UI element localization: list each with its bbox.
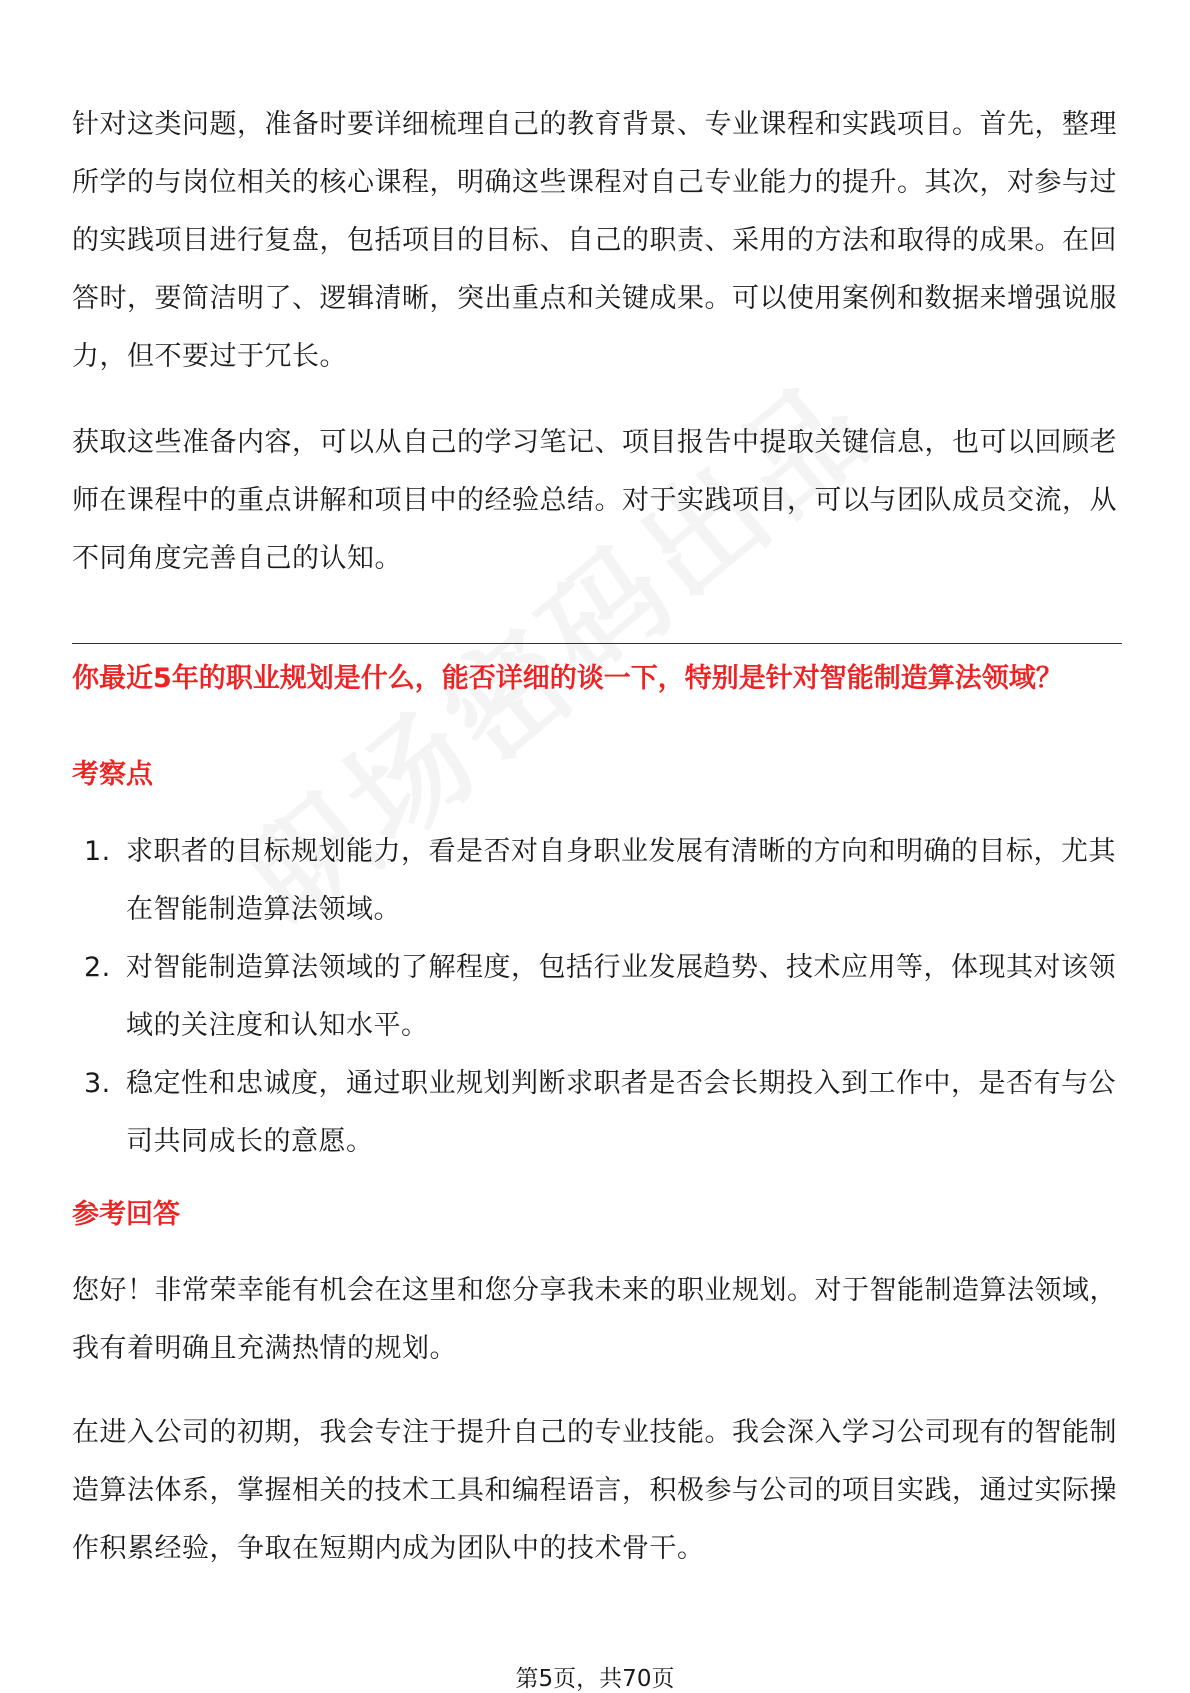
intro-paragraph-2: 获取这些准备内容，可以从自己的学习笔记、项目报告中提取关键信息，也可以回顾老师在课程中的重点讲解和项目中的经验总结。对于实践项目，可以与团队成员交流，从不同角度完善自己的认知。 (72, 427, 1117, 574)
list-item-number: 3. (84, 1068, 111, 1099)
reference-paragraph-1: 您好！非常荣幸能有机会在这里和您分享我未来的职业规划。对于智能制造算法领域，我有着明确且充满热情的规划。 (72, 1275, 1117, 1364)
list-item (72, 1055, 1122, 1171)
reference-paragraph-2: 在进入公司的初期，我会专注于提升自己的专业技能。我会深入学习公司现有的智能制造算法体系，掌握相关的技术工具和编程语言，积极参与公司的项目实践，通过实际操作积累经验，争取在短期内成为团队中的技术骨干。 (72, 1417, 1117, 1564)
question-heading: 你最近5年的职业规划是什么，能否详细的谈一下，特别是针对智能制造算法领域？ (72, 663, 1063, 694)
list-item-text: 求职者的目标规划能力，看是否对自身职业发展有清晰的方向和明确的目标，尤其在智能制造算法领域。 (126, 836, 1116, 925)
list-item-text: 稳定性和忠诚度，通过职业规划判断求职者是否会长期投入到工作中，是否有与公司共同成长的意愿。 (126, 1068, 1116, 1157)
list-item-number: 1. (84, 836, 111, 867)
page-number-footer: 第5页，共70页 (515, 1666, 675, 1692)
list-item-number: 2. (84, 952, 111, 983)
assessment-label: 考察点 (72, 759, 153, 790)
assessment-points-list (72, 823, 1122, 1171)
reference-answer-label: 参考回答 (72, 1199, 180, 1230)
list-item (72, 939, 1122, 1055)
intro-paragraph-1: 针对这类问题，准备时要详细梳理自己的教育背景、专业课程和实践项目。首先，整理所学的与岗位相关的核心课程，明确这些课程对自己专业能力的提升。其次，对参与过的实践项目进行复盘，包括项目的目标、自己的职责、采用的方法和取得的成果。在回答时，要简洁明了、逻辑清晰，突出重点和关键成果。可以使用案例和数据来增强说服力，但不要过于冗长。 (72, 109, 1117, 372)
list-item (72, 823, 1122, 939)
list-item-text: 对智能制造算法领域的了解程度，包括行业发展趋势、技术应用等，体现其对该领域的关注度和认知水平。 (126, 952, 1116, 1041)
section-divider (72, 643, 1122, 644)
